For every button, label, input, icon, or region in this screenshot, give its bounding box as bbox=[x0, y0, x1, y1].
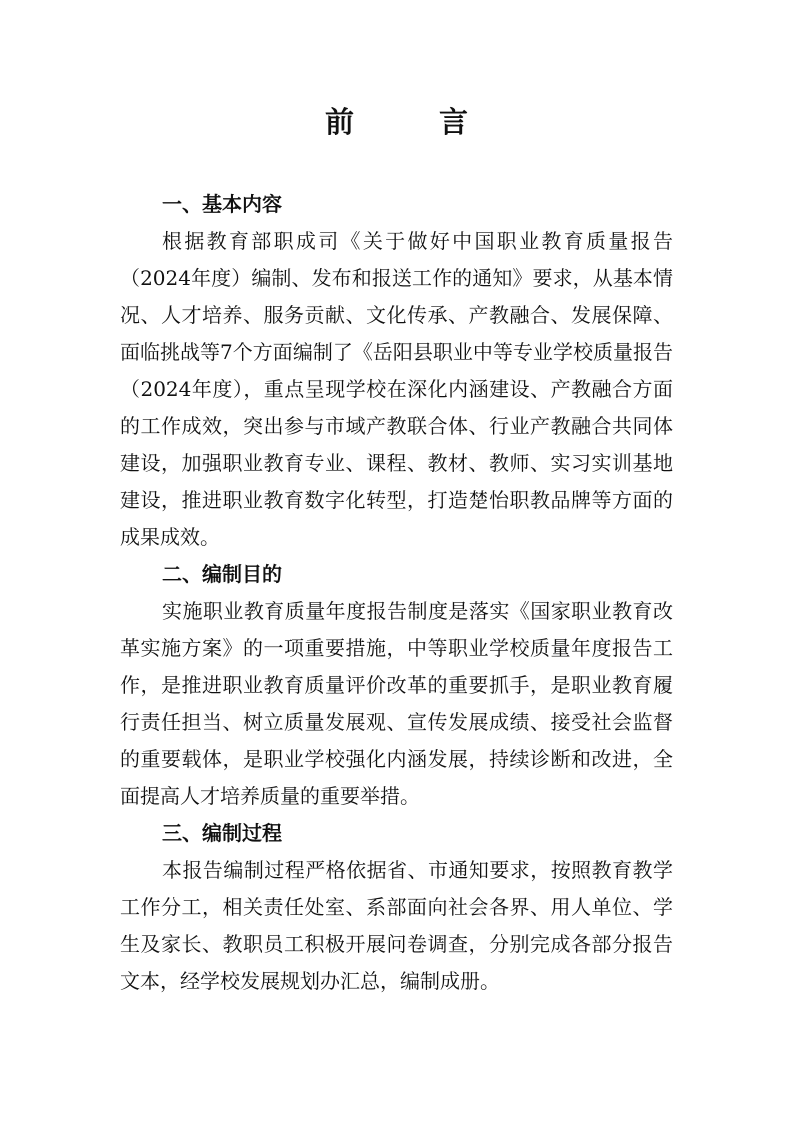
section-paragraph: 本报告编制过程严格依据省、市通知要求，按照教育教学工作分工，相关责任处室、系部面向社会各界、用人单位、学生及家长、教职员工积极开展问卷调查，分别完成各部分报告文本，经学校发展规划办汇总，编制成册。 bbox=[120, 858, 673, 993]
section-process bbox=[120, 815, 673, 1000]
document-body bbox=[120, 186, 673, 1000]
section-paragraph: 实施职业教育质量年度报告制度是落实《国家职业教育改革实施方案》的一项重要措施，中等职业学校质量年度报告工作，是推进职业教育质量评价改革的重要抓手，是职业教育履行责任担当、树立质量发展观、宣传发展成绩、接受社会监督的重要载体，是职业学校强化内涵发展，持续诊断和改进，全面提高人才培养质量的重要举措。 bbox=[120, 599, 673, 808]
section-basic-content bbox=[120, 186, 673, 556]
page-title: 前 言 bbox=[324, 105, 496, 139]
section-heading: 一、基本内容 bbox=[162, 192, 282, 216]
section-purpose bbox=[120, 556, 673, 815]
section-heading: 三、编制过程 bbox=[162, 821, 282, 845]
section-heading: 二、编制目的 bbox=[162, 562, 282, 586]
section-paragraph: 根据教育部职成司《关于做好中国职业教育质量报告（2024年度）编制、发布和报送工作的通知》要求，从基本情况、人才培养、服务贡献、文化传承、产教融合、发展保障、面临挑战等7个方面编制了《岳阳县职业中等专业学校质量报告（2024年度），重点呈现学校在深化内涵建设、产教融合方面的工作成效，突出参与市域产教联合体、行业产教融合共同体建设，加强职业教育专业、课程、教材、教师、实习实训基地建设，推进职业教育数字化转型，打造楚怡职教品牌等方面的成果成效。 bbox=[120, 229, 673, 549]
